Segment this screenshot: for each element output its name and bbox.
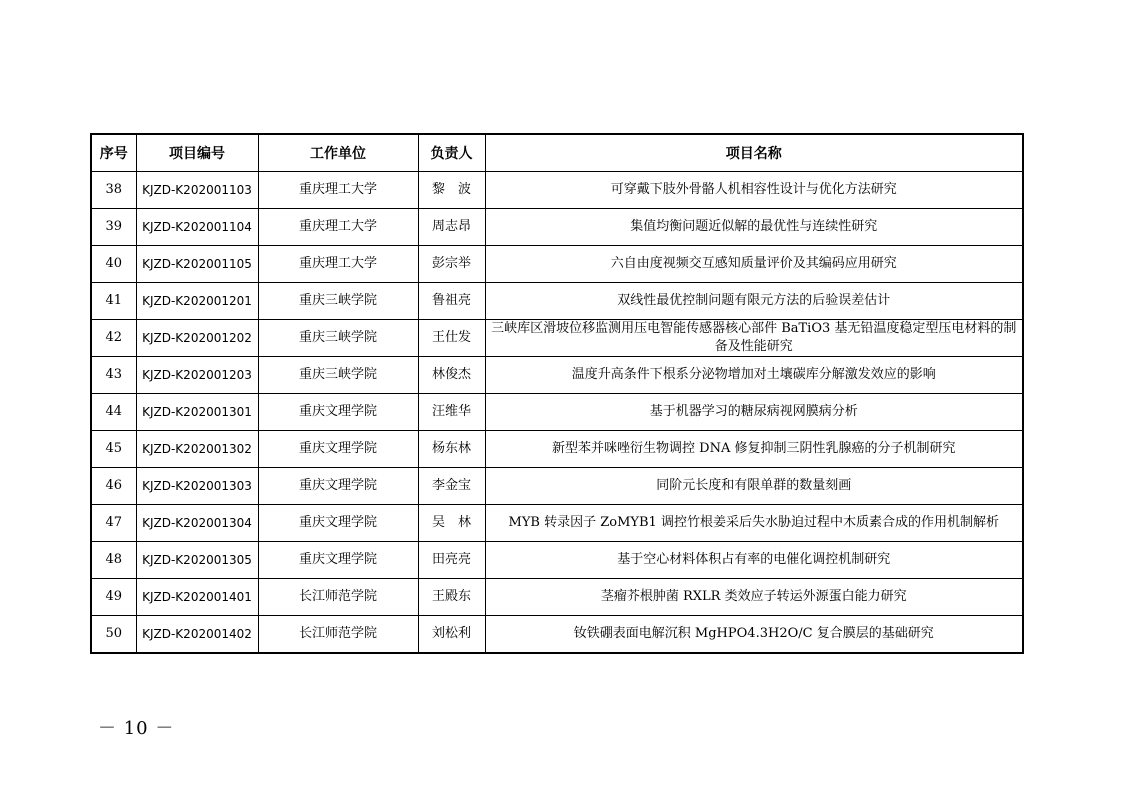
- header-seq: 序号: [91, 134, 136, 172]
- table-row: [91, 209, 1023, 246]
- cell-unit: 重庆理工大学: [258, 172, 418, 209]
- cell-leader: 彭宗举: [418, 246, 485, 283]
- header-name: 项目名称: [485, 134, 1023, 172]
- cell-unit: 重庆文理学院: [258, 468, 418, 505]
- cell-project-name: [485, 357, 1023, 394]
- cell-project-name: [485, 505, 1023, 542]
- cell-seq: 38: [91, 172, 136, 209]
- table-row: [91, 542, 1023, 579]
- project-name-text: 温度升高条件下根系分泌物增加对土壤碳库分解激发效应的影响: [571, 367, 936, 382]
- header-unit: 工作单位: [258, 134, 418, 172]
- cell-project-name: [485, 246, 1023, 283]
- table-row: [91, 468, 1023, 505]
- cell-project-name: [485, 468, 1023, 505]
- cell-unit: 重庆文理学院: [258, 542, 418, 579]
- project-name-text: 基于机器学习的糖尿病视网膜病分析: [649, 404, 858, 419]
- cell-code: KJZD-K202001402: [136, 616, 258, 654]
- cell-leader: 周志昂: [418, 209, 485, 246]
- cell-seq: 44: [91, 394, 136, 431]
- project-name-text: 可穿戴下肢外骨骼人机相容性设计与优化方法研究: [610, 182, 897, 197]
- cell-code: KJZD-K202001401: [136, 579, 258, 616]
- project-name-text: 新型苯并咪唑衍生物调控 DNA 修复抑制三阴性乳腺癌的分子机制研究: [552, 441, 956, 456]
- table-row: [91, 431, 1023, 468]
- cell-unit: 重庆文理学院: [258, 394, 418, 431]
- project-name-text: 基于空心材料体积占有率的电催化调控机制研究: [617, 552, 891, 567]
- cell-leader: 王仕发: [418, 320, 485, 357]
- cell-code: KJZD-K202001203: [136, 357, 258, 394]
- cell-seq: 42: [91, 320, 136, 357]
- project-name-text: 同阶元长度和有限单群的数量刻画: [656, 478, 852, 493]
- cell-seq: 49: [91, 579, 136, 616]
- cell-code: KJZD-K202001103: [136, 172, 258, 209]
- cell-leader: 杨东林: [418, 431, 485, 468]
- table-row: [91, 357, 1023, 394]
- cell-seq: 48: [91, 542, 136, 579]
- project-name-text: 双线性最优控制问题有限元方法的后验误差估计: [617, 293, 891, 308]
- cell-leader: 吴 林: [418, 505, 485, 542]
- cell-unit: 重庆文理学院: [258, 431, 418, 468]
- table-row: [91, 394, 1023, 431]
- cell-seq: 43: [91, 357, 136, 394]
- table-header: [91, 134, 1023, 172]
- project-name-text: MYB 转录因子 ZoMYB1 调控竹根姜采后失水胁迫过程中木质素合成的作用机制解析: [508, 515, 999, 530]
- cell-leader: 刘松利: [418, 616, 485, 654]
- cell-code: KJZD-K202001201: [136, 283, 258, 320]
- cell-unit: 重庆文理学院: [258, 505, 418, 542]
- cell-code: KJZD-K202001105: [136, 246, 258, 283]
- project-name-text: 三峡库区滑坡位移监测用压电智能传感器核心部件 BaTiO3 基无铅温度稳定型压电材料的制备及性能研究: [491, 321, 1017, 354]
- cell-unit: 长江师范学院: [258, 616, 418, 654]
- cell-leader: 汪维华: [418, 394, 485, 431]
- page-number: － 10 －: [98, 718, 175, 739]
- cell-unit: 重庆三峡学院: [258, 283, 418, 320]
- project-name-text: 茎瘤芥根肿菌 RXLR 类效应子转运外源蛋白能力研究: [600, 589, 907, 604]
- cell-code: KJZD-K202001303: [136, 468, 258, 505]
- table-row: [91, 616, 1023, 654]
- cell-leader: 田亮亮: [418, 542, 485, 579]
- cell-unit: 重庆理工大学: [258, 209, 418, 246]
- project-table: [90, 133, 1024, 654]
- cell-unit: 重庆理工大学: [258, 246, 418, 283]
- table-body: [91, 172, 1023, 654]
- cell-seq: 39: [91, 209, 136, 246]
- cell-project-name: [485, 616, 1023, 654]
- header-row: [91, 134, 1023, 172]
- table-row: [91, 283, 1023, 320]
- table-row: [91, 320, 1023, 357]
- cell-leader: 黎 波: [418, 172, 485, 209]
- cell-project-name: [485, 394, 1023, 431]
- cell-code: KJZD-K202001301: [136, 394, 258, 431]
- cell-seq: 46: [91, 468, 136, 505]
- cell-seq: 45: [91, 431, 136, 468]
- cell-seq: 47: [91, 505, 136, 542]
- table-row: [91, 246, 1023, 283]
- table-row: [91, 505, 1023, 542]
- cell-project-name: [485, 542, 1023, 579]
- cell-project-name: [485, 283, 1023, 320]
- cell-code: KJZD-K202001302: [136, 431, 258, 468]
- cell-project-name: [485, 431, 1023, 468]
- cell-code: KJZD-K202001304: [136, 505, 258, 542]
- project-name-text: 六自由度视频交互感知质量评价及其编码应用研究: [610, 256, 897, 271]
- cell-seq: 50: [91, 616, 136, 654]
- cell-code: KJZD-K202001202: [136, 320, 258, 357]
- cell-leader: 李金宝: [418, 468, 485, 505]
- header-leader: 负责人: [418, 134, 485, 172]
- cell-unit: 重庆三峡学院: [258, 320, 418, 357]
- table-row: [91, 579, 1023, 616]
- cell-leader: 林俊杰: [418, 357, 485, 394]
- cell-seq: 41: [91, 283, 136, 320]
- cell-project-name: [485, 172, 1023, 209]
- project-name-text: 钕铁硼表面电解沉积 MgHPO4.3H2O/C 复合膜层的基础研究: [573, 626, 934, 641]
- cell-seq: 40: [91, 246, 136, 283]
- header-code: 项目编号: [136, 134, 258, 172]
- cell-project-name: [485, 209, 1023, 246]
- cell-leader: 鲁祖亮: [418, 283, 485, 320]
- table-row: [91, 172, 1023, 209]
- cell-code: KJZD-K202001305: [136, 542, 258, 579]
- cell-project-name: [485, 579, 1023, 616]
- cell-leader: 王殿东: [418, 579, 485, 616]
- cell-project-name: [485, 320, 1023, 357]
- cell-unit: 重庆三峡学院: [258, 357, 418, 394]
- cell-code: KJZD-K202001104: [136, 209, 258, 246]
- cell-unit: 长江师范学院: [258, 579, 418, 616]
- project-name-text: 集值均衡问题近似解的最优性与连续性研究: [630, 219, 878, 234]
